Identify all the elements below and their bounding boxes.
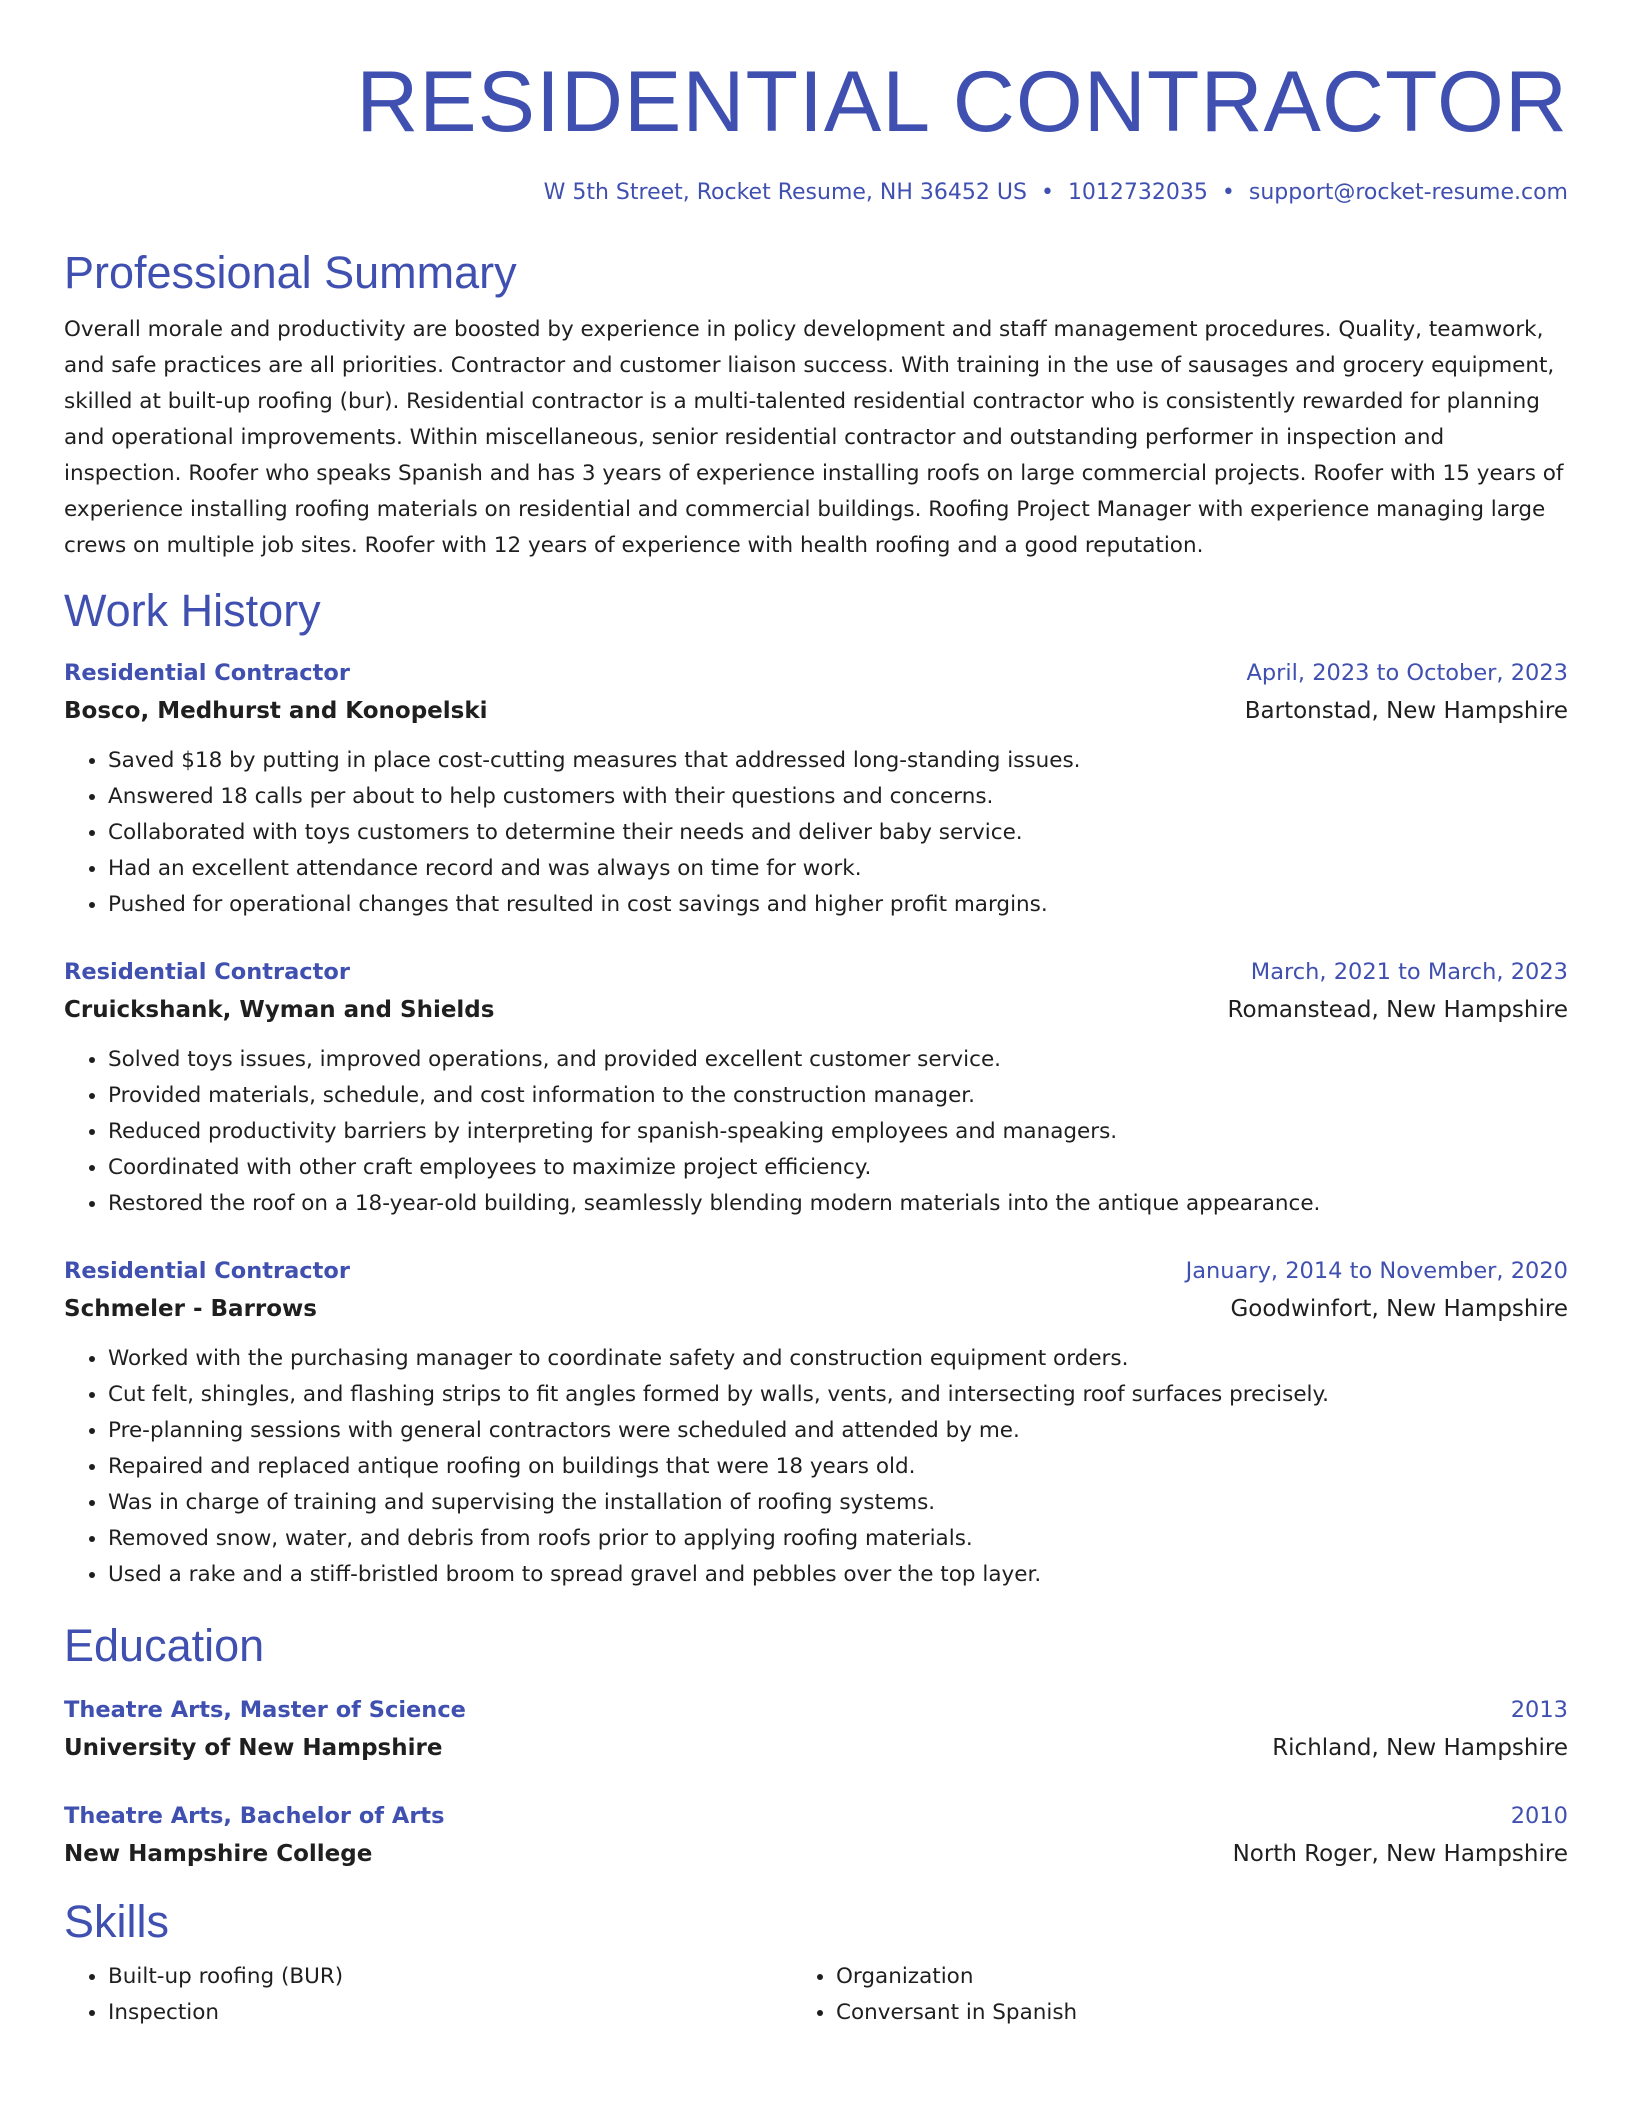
resume-name: RESIDENTIAL CONTRACTOR (356, 54, 1568, 150)
job-role: Residential Contractor (64, 959, 350, 985)
skills-column-left (64, 1959, 760, 2031)
skills-list (64, 1959, 1568, 2031)
skill-item: • Inspection (108, 1995, 760, 2031)
job-role: Residential Contractor (64, 660, 350, 686)
job-dates: March, 2021 to March, 2023 (1250, 959, 1568, 985)
job-bullet: • Provided materials, schedule, and cost information to the construction manager. (108, 1078, 1568, 1114)
job-bullets (64, 1341, 1568, 1593)
job-bullets (64, 743, 1568, 923)
summary-text: Overall morale and productivity are boosted by experience in policy development and staff management procedures. Quality, teamwork, and safe practices are all priorities. Contractor and customer liaison success. With training in the use of sausages and grocery equipment, skilled at built-up roofing (bur). Residential contractor is a multi-talented residential contractor who is consistently rewarded for planning and operational improvements. Within miscellaneous, senior residential contractor and outstanding performer in inspection and inspection. Roofer who speaks Spanish and has 3 years of experience installing roofs on large commercial projects. Roofer with 15 years of experience installing roofing materials on residential and commercial buildings. Roofing Project Manager with experience managing large crews on multiple job sites. Roofer with 12 years of experience with health roofing and a good reputation. (64, 317, 1564, 558)
education-location: Richland, New Hampshire (1272, 1735, 1568, 1761)
education-school: New Hampshire College (64, 1841, 373, 1867)
education-entry (64, 1797, 1568, 1873)
education-school: University of New Hampshire (64, 1735, 443, 1761)
job-entry (64, 1252, 1568, 1593)
job-company: Bosco, Medhurst and Konopelski (64, 698, 488, 724)
education-year: 2010 (1510, 1803, 1568, 1829)
job-bullet: • Reduced productivity barriers by interpreting for spanish-speaking employees and managers. (108, 1114, 1568, 1150)
skill-item: • Conversant in Spanish (836, 1995, 1456, 2031)
education-entry (64, 1691, 1568, 1767)
education-location: North Roger, New Hampshire (1232, 1841, 1568, 1867)
job-company: Schmeler - Barrows (64, 1296, 317, 1322)
job-bullet: • Repaired and replaced antique roofing on buildings that were 18 years old. (108, 1449, 1568, 1485)
job-bullet: • Pre-planning sessions with general contractors were scheduled and attended by me. (108, 1413, 1568, 1449)
section-title-education: Education (64, 1620, 265, 1671)
section-title-skills: Skills (64, 1896, 170, 1947)
job-role: Residential Contractor (64, 1258, 350, 1284)
skill-item: • Built-up roofing (BUR) (108, 1959, 760, 1995)
job-bullet: • Had an excellent attendance record and was always on time for work. (108, 851, 1568, 887)
job-bullet: • Answered 18 calls per about to help customers with their questions and concerns. (108, 779, 1568, 815)
education-year: 2013 (1510, 1697, 1568, 1723)
contact-separator: • (1040, 180, 1054, 205)
skills-column-right (760, 1959, 1456, 2031)
job-entry (64, 953, 1568, 1222)
job-bullet: • Saved $18 by putting in place cost-cutting measures that addressed long-standing issues. (108, 743, 1568, 779)
contact-address: W 5th Street, Rocket Resume, NH 36452 US (543, 180, 1027, 205)
job-bullet: • Cut felt, shingles, and flashing strips to fit angles formed by walls, vents, and intersecting roof surfaces precisely. (108, 1377, 1568, 1413)
section-title-summary: Professional Summary (64, 247, 517, 298)
job-bullet: • Was in charge of training and supervising the installation of roofing systems. (108, 1485, 1568, 1521)
job-bullet: • Solved toys issues, improved operations, and provided excellent customer service. (108, 1042, 1568, 1078)
job-bullet: • Collaborated with toys customers to determine their needs and deliver baby service. (108, 815, 1568, 851)
job-bullet: • Coordinated with other craft employees to maximize project efficiency. (108, 1150, 1568, 1186)
education-degree: Theatre Arts, Bachelor of Arts (64, 1803, 445, 1829)
contact-email[interactable]: support@rocket-resume.com (1248, 180, 1568, 205)
job-bullet: • Used a rake and a stiff-bristled broom to spread gravel and pebbles over the top layer. (108, 1557, 1568, 1593)
education-degree: Theatre Arts, Master of Science (64, 1697, 466, 1723)
job-bullet: • Removed snow, water, and debris from roofs prior to applying roofing materials. (108, 1521, 1568, 1557)
job-bullet: • Worked with the purchasing manager to coordinate safety and construction equipment orders. (108, 1341, 1568, 1377)
job-bullets (64, 1042, 1568, 1222)
section-title-work-history: Work History (64, 585, 321, 636)
job-location: Bartonstad, New Hampshire (1244, 698, 1568, 724)
job-dates: January, 2014 to November, 2020 (1185, 1258, 1568, 1284)
job-dates: April, 2023 to October, 2023 (1246, 660, 1568, 686)
skill-item: • Organization (836, 1959, 1456, 1995)
job-bullet: • Pushed for operational changes that resulted in cost savings and higher profit margins. (108, 887, 1568, 923)
job-location: Romanstead, New Hampshire (1227, 997, 1568, 1023)
contact-line (64, 178, 1568, 208)
job-bullet: • Restored the roof on a 18-year-old building, seamlessly blending modern materials into the antique appearance. (108, 1186, 1568, 1222)
job-location: Goodwinfort, New Hampshire (1230, 1296, 1568, 1322)
job-entry (64, 654, 1568, 923)
contact-separator: • (1221, 180, 1235, 205)
job-company: Cruickshank, Wyman and Shields (64, 997, 495, 1023)
contact-phone: 1012732035 (1067, 180, 1208, 205)
